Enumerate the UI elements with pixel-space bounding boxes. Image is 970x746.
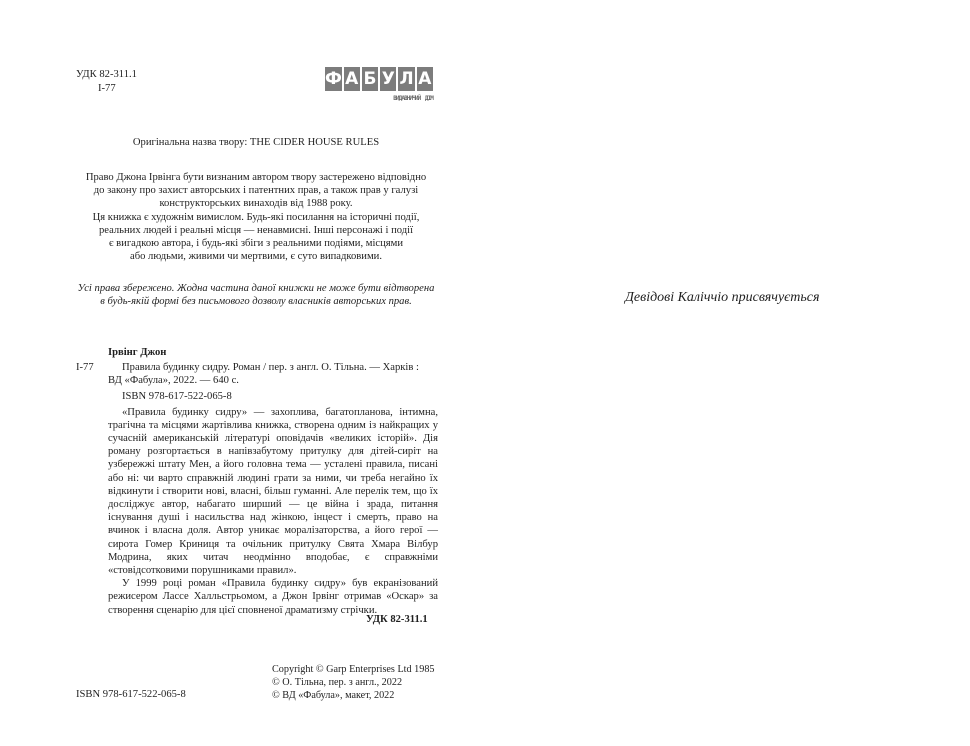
- rights-notice: [76, 171, 436, 263]
- catalog-annotation: «Правила будинку сидру» — захоплива, багатопланова, інтимна, трагічна та місцями жартівлива книжка, створена одним із найкращих у сучасній американській літературі оповідачів «великих історій». Дія роману розгортається в напівзабутому притулку для дітей-сиріт на узбережжі штату Мен, а його головна тема — усталені правила, писані або ні: чи варто справжній людині грати за ними, чи треба негайно їх відкинути і створити нові, власні, більш гуманні. Але перелік тем, що їх досліджує автор, набагато ширший — це війна і зрада, питання існування душі і насильства над жінкою, інцест і смерть, право на вчинок і власна доля. Автор уникає моралізаторства, а його герої — сирота Гомер Криниця та очільник притулку Свята Хмара Вілбур Модрина, яких читач неодмінно вподобає, є справжніми «стовідсотковими порушниками правил».: [108, 406, 438, 577]
- rights-line: конструкторських винаходів від 1988 року.: [159, 198, 353, 210]
- catalog-author: Ірвінг Джон: [108, 347, 167, 358]
- rights-line: до закону про захист авторських і патентних прав, а також прав у галузі: [93, 185, 419, 197]
- publisher-logo: [325, 67, 433, 103]
- rights-line: Ця книжка є художнім вимислом. Будь-які посилання на історичні події,: [92, 211, 420, 223]
- catalog-mark: І-77: [76, 362, 94, 373]
- logo-letter: Б: [363, 69, 377, 89]
- reserved-line: Усі права збережено. Жодна частина даної книжки не може бути відтворена: [77, 283, 435, 294]
- catalog-isbn: ISBN 978-617-522-065-8: [122, 391, 232, 403]
- original-title: Оригінальна назва твору: THE CIDER HOUSE RULES: [132, 137, 380, 148]
- logo-letter: Ф: [325, 69, 342, 89]
- all-rights-reserved: [76, 282, 436, 308]
- catalog-udk: УДК 82-311.1: [366, 614, 428, 625]
- logo-letter: Л: [399, 69, 414, 89]
- reserved-line: в будь-якій формі без письмового дозволу власників авторських прав.: [100, 296, 412, 308]
- logo-letter: У: [381, 69, 395, 89]
- dedication: Девідові Каліччіо присвячується: [625, 290, 820, 305]
- rights-line: або людьми, живими чи мертвими, є суто випадковими.: [130, 251, 382, 263]
- logo-letters: [325, 67, 433, 91]
- catalog-title-line: Правила будинку сидру. Роман / пер. з англ. О. Тільна. — Харків :: [122, 362, 419, 373]
- catalog-entry: [108, 361, 438, 617]
- isbn-footer: ISBN 978-617-522-065-8: [76, 689, 186, 700]
- catalog-title-line: ВД «Фабула», 2022. — 640 с.: [108, 375, 239, 387]
- copyright-line: © ВД «Фабула», макет, 2022: [272, 690, 395, 701]
- rights-line: є вигадкою автора, і будь-які збіги з реальними подіями, місцями: [108, 238, 404, 250]
- author-mark: І-77: [98, 83, 116, 94]
- copyright-block: [272, 663, 435, 702]
- logo-letter: А: [345, 69, 359, 89]
- copyright-line: Copyright © Garp Enterprises Ltd 1985: [272, 664, 435, 675]
- rights-line: Право Джона Ірвінга бути визнаним автором твору застережено відповідно: [85, 172, 427, 183]
- dedication-page: [485, 0, 970, 746]
- rights-line: реальних людей і реальні місця — ненавмисні. Інші персонажі і події: [98, 224, 414, 236]
- udk-code: УДК 82-311.1: [76, 69, 137, 80]
- catalog-annotation: У 1999 році роман «Правила будинку сидру» був екранізований режисером Лассе Халльстрьомом, а Джон Ірвінг отримав «Оскар» за створення сценарію для цієї сповненої драматизму стрічки.: [108, 578, 438, 616]
- copyright-line: © О. Тільна, пер. з англ., 2022: [272, 677, 403, 688]
- logo-subtitle: видавничий дім: [393, 93, 433, 103]
- logo-letter: А: [418, 69, 432, 89]
